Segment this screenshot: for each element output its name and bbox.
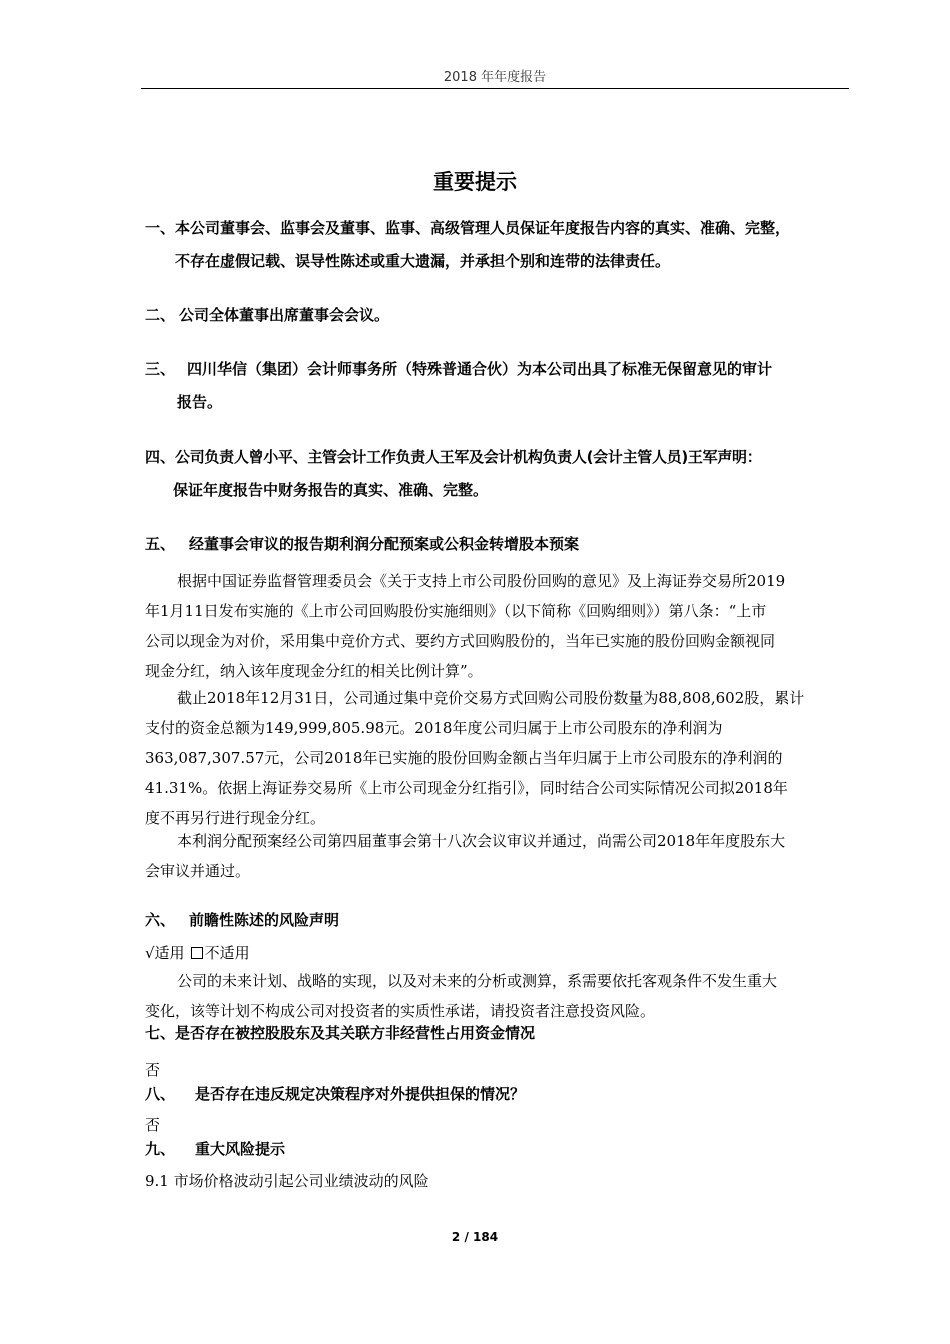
section-5-heading xyxy=(145,528,579,560)
section-9-subheading: 9.1 市场价格波动引起公司业绩波动的风险 xyxy=(145,1172,429,1190)
section-7-title: 是否存在被控股股东及其关联方非经营性占用资金情况 xyxy=(175,1024,536,1042)
section-3-heading xyxy=(145,353,772,385)
text-line: 41.31%。依据上海证券交易所《上市公司现金分红指引》，同时结合公司实际情况公司拟2018年 xyxy=(145,779,788,797)
page-number: 2 / 184 xyxy=(451,1230,499,1244)
text-line: 公司的未来计划、战略的实现，以及对未来的分析或测算，系需要依托客观条件不发生重大 xyxy=(177,972,778,990)
page-title: 重要提示 xyxy=(433,170,517,194)
section-1-line2: 不存在虚假记载、误导性陈述或重大遗漏，并承担个别和连带的法律责任。 xyxy=(175,252,671,270)
text-line: 年1月11日发布实施的《上市公司回购股份实施细则》（以下简称《回购细则》）第八条：“上市 xyxy=(145,602,767,620)
text-line: 会审议并通过。 xyxy=(145,862,251,880)
applicable-option: √适用 xyxy=(145,944,185,962)
section-4-line2: 保证年度报告中财务报告的真实、准确、完整。 xyxy=(173,481,489,499)
running-header: 2018 年年度报告 xyxy=(443,70,547,85)
section-1-number: 一、 xyxy=(145,219,176,237)
section-8-number: 八、 xyxy=(145,1085,176,1103)
section-2-heading xyxy=(145,299,389,331)
header-rule xyxy=(141,88,849,89)
section-7-answer: 否 xyxy=(145,1061,161,1079)
section-4-heading xyxy=(145,441,761,473)
section-1-heading xyxy=(145,212,790,244)
section-6-number: 六、 xyxy=(145,911,176,929)
section-7-heading xyxy=(145,1017,535,1049)
text-line: 根据中国证券监督管理委员会《关于支持上市公司股份回购的意见》及上海证券交易所2019 xyxy=(177,572,786,590)
section-4-line1: 公司负责人曾小平、主管会计工作负责人王军及会计机构负责人(会计主管人员)王军声明： xyxy=(175,448,762,466)
section-5-paragraph-3 xyxy=(145,826,855,886)
text-line: 支付的资金总额为149,999,805.98元。2018年度公司归属于上市公司股东的净利润为 xyxy=(145,719,723,737)
checkbox-unchecked-icon xyxy=(191,947,203,959)
text-line: 现金分红，纳入该年度现金分红的相关比例计算”。 xyxy=(145,662,483,680)
section-8-heading xyxy=(145,1078,525,1110)
text-line: 度不再另行进行现金分红。 xyxy=(145,809,326,827)
section-2-number: 二、 xyxy=(145,306,176,324)
text-line: 363,087,307.57元，公司2018年已实施的股份回购金额占当年归属于上市公司股东的净利润的 xyxy=(145,749,783,767)
section-7-number: 七、 xyxy=(145,1024,176,1042)
text-line: 本利润分配预案经公司第四届董事会第十八次会议审议并通过，尚需公司2018年年度股东大 xyxy=(177,832,786,850)
text-line: 截止2018年12月31日，公司通过集中竞价交易方式回购公司股份数量为88,808,602股，累计 xyxy=(177,689,805,707)
section-5-paragraph-1 xyxy=(145,566,855,686)
section-5-paragraph-2 xyxy=(145,683,855,833)
section-9-number: 九、 xyxy=(145,1140,176,1158)
section-9-title: 重大风险提示 xyxy=(195,1140,286,1158)
section-8-answer: 否 xyxy=(145,1116,161,1134)
section-6-title: 前瞻性陈述的风险声明 xyxy=(189,911,340,929)
section-4-number: 四、 xyxy=(145,448,176,466)
section-3-line2: 报告。 xyxy=(177,393,223,411)
text-line: 公司以现金为对价，采用集中竞价方式、要约方式回购股份的，当年已实施的股份回购金额视同 xyxy=(145,632,776,650)
section-3-line1: 四川华信（集团）会计师事务所（特殊普通合伙）为本公司出具了标准无保留意见的审计 xyxy=(187,360,773,378)
section-8-title: 是否存在违反规定决策程序对外提供担保的情况？ xyxy=(195,1085,526,1103)
section-6-heading xyxy=(145,904,339,936)
applicability-checkbox-row xyxy=(145,938,250,968)
section-3-number: 三、 xyxy=(145,360,176,378)
section-1-line1: 本公司董事会、监事会及董事、监事、高级管理人员保证年度报告内容的真实、准确、完整， xyxy=(175,219,791,237)
text-line: 变化，该等计划不构成公司对投资者的实质性承诺，请投资者注意投资风险。 xyxy=(145,1002,656,1020)
section-9-heading xyxy=(145,1133,285,1165)
section-5-number: 五、 xyxy=(145,535,176,553)
section-2-line1: 公司全体董事出席董事会会议。 xyxy=(179,306,390,324)
not-applicable-option: 不适用 xyxy=(204,944,250,962)
section-5-title: 经董事会审议的报告期利润分配预案或公积金转增股本预案 xyxy=(189,535,580,553)
